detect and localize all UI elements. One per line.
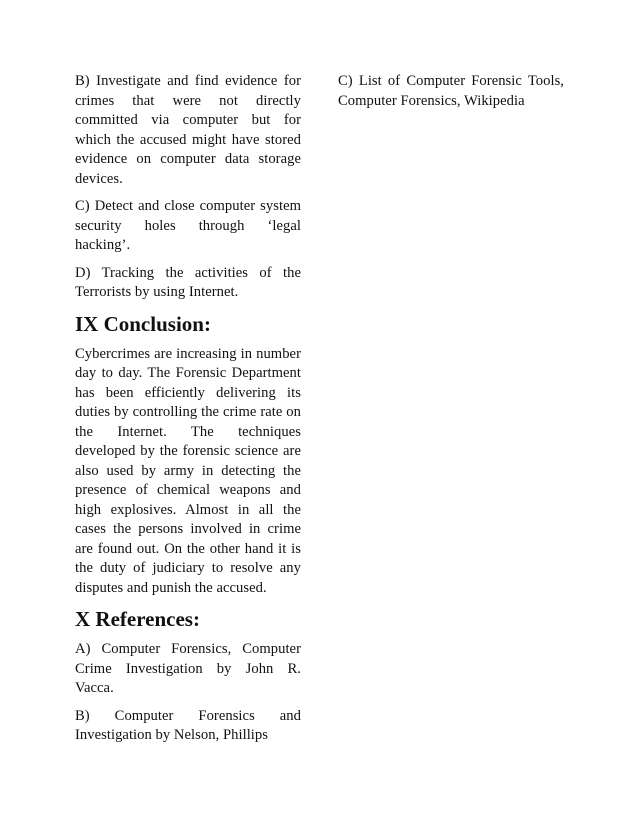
left-column — [75, 72, 301, 754]
references-heading: X References: — [75, 607, 200, 631]
reference-c: C) List of Computer Forensic Tools, Computer Forensics, Wikipedia — [338, 73, 564, 109]
reference-b: B) Computer Forensics and Investigation by Nelson, Phillips — [75, 707, 301, 743]
list-item-b: B) Investigate and find evidence for crimes that were not directly committed via computer but for which the accused might have stored evidence on computer data storage devices. — [75, 73, 301, 187]
reference-a: A) Computer Forensics, Computer Crime Investigation by John R. Vacca. — [75, 641, 301, 696]
list-item-c: C) Detect and close computer system security holes through ‘legal hacking’. — [75, 198, 301, 253]
list-item-d: D) Tracking the activities of the Terrorists by using Internet. — [75, 264, 301, 300]
conclusion-heading: IX Conclusion: — [75, 311, 211, 336]
conclusion-paragraph: Cybercrimes are increasing in number day to day. The Forensic Department has been efficiently delivering its duties by controlling the crime rate on the Internet. The techniques developed by the forensic science are also used by army in detecting the presence of chemical weapons and high explosives. Almost in all the cases the persons involved in crime are found out. On the other hand it is the duty of judiciary to resolve any disputes and punish the accused. — [75, 345, 301, 596]
right-column — [338, 72, 564, 119]
